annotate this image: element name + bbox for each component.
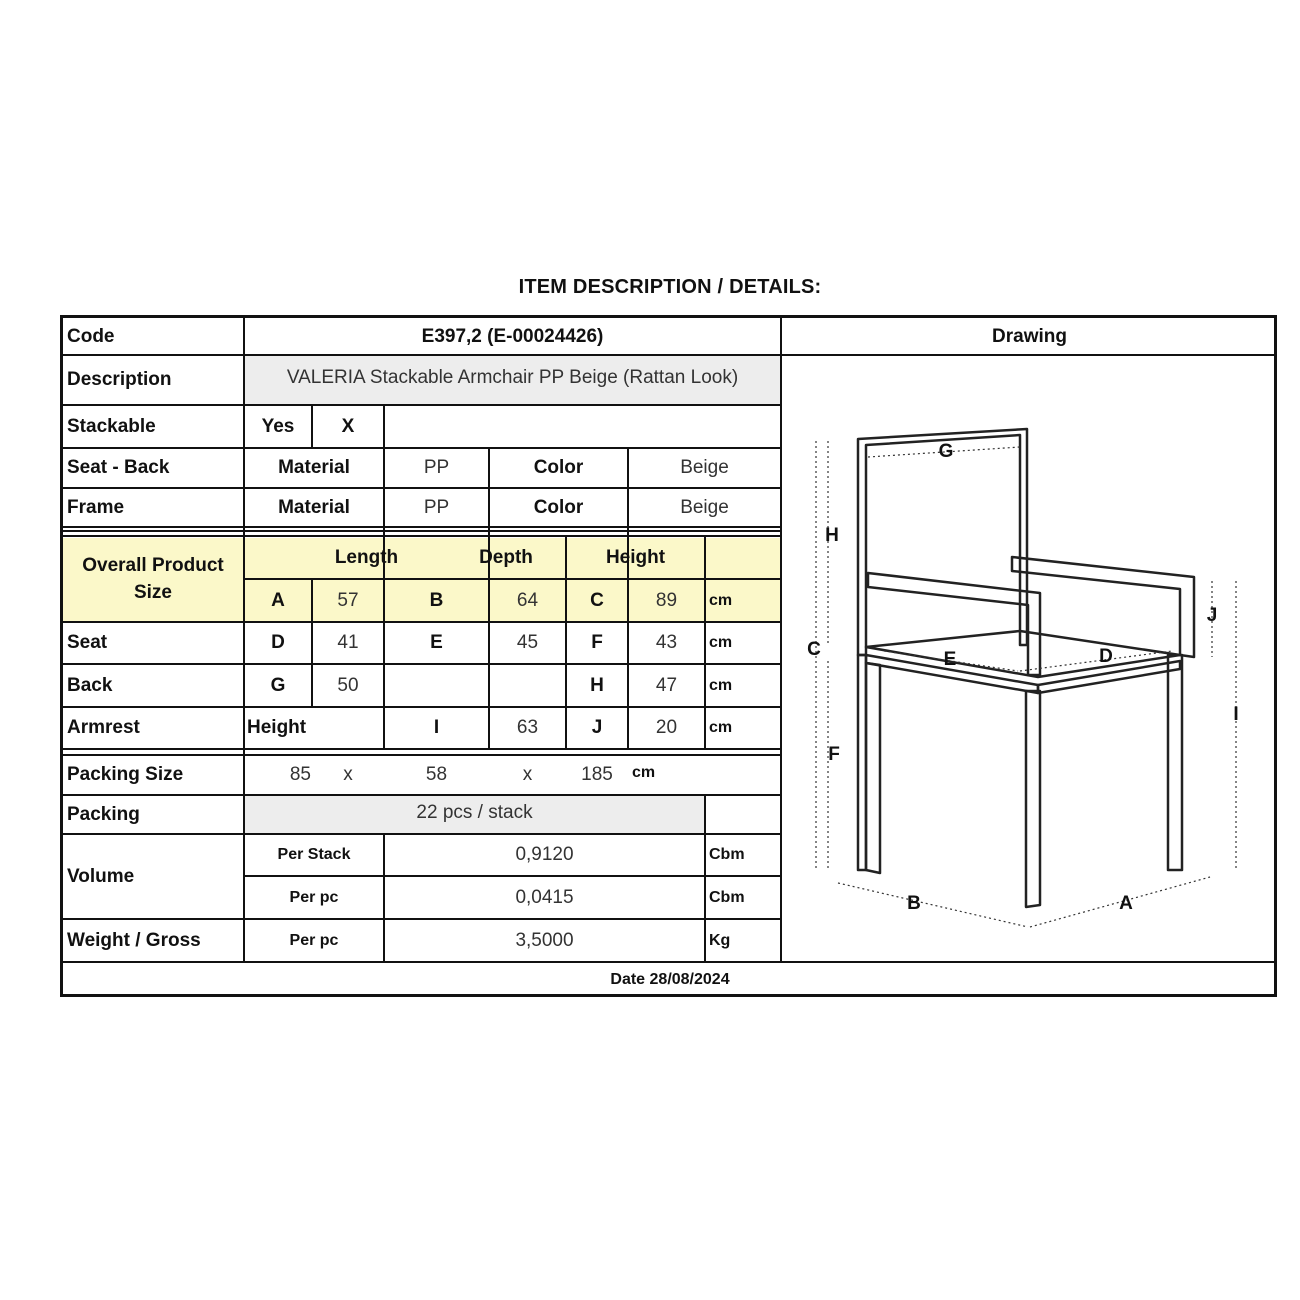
label-a: A (1119, 893, 1133, 914)
seat-back-color: Beige (680, 457, 729, 478)
dim-e-value: 45 (516, 632, 539, 653)
label-h: H (825, 525, 839, 546)
chair-drawing-svg (780, 355, 1277, 962)
volume-label: Volume (67, 865, 135, 887)
chair-drawing (780, 355, 1277, 962)
packing-label: Packing (67, 803, 140, 825)
packing-size-v3: 185 (581, 764, 613, 785)
packing-size-label: Packing Size (67, 764, 184, 785)
dim-h-value: 47 (655, 674, 678, 696)
drawing-header: Drawing (992, 325, 1067, 347)
armrest-height-label: Height (247, 717, 307, 738)
volume-per-stack-unit: Cbm (709, 846, 745, 863)
depth-header: Depth (479, 546, 533, 568)
dim-b-value: 64 (516, 589, 539, 611)
dim-b-letter: B (429, 589, 444, 611)
frame-material: PP (423, 497, 450, 518)
packing-size-v1: 85 (289, 764, 311, 785)
weight-value: 3,5000 (515, 929, 574, 951)
back-unit: cm (709, 676, 733, 694)
seat-back-material: PP (423, 457, 450, 478)
code-value: E397,2 (E-00024426) (421, 325, 604, 347)
dim-d-value: 41 (337, 632, 359, 653)
front-right-leg (1026, 691, 1040, 907)
date-footer: Date 28/08/2024 (610, 971, 730, 988)
dim-c-letter: C (590, 589, 604, 611)
page-title: ITEM DESCRIPTION / DETAILS: (518, 276, 822, 298)
dim-g-value: 50 (337, 674, 359, 696)
description-value: VALERIA Stackable Armchair PP Beige (Rattan Look) (286, 367, 739, 388)
rear-right-leg (1168, 655, 1182, 870)
front-left-leg (866, 663, 880, 873)
packing-size-v2: 58 (425, 764, 448, 785)
label-i: I (1233, 704, 1239, 725)
seat-back-label: Seat - Back (67, 457, 170, 478)
volume-per-stack-value: 0,9120 (515, 844, 574, 865)
packing-size-x1: x (343, 764, 353, 785)
dim-d-letter: D (271, 632, 285, 653)
label-j: J (1206, 605, 1218, 626)
frame-color-label: Color (533, 497, 584, 518)
dim-e-letter: E (430, 632, 443, 653)
seat-back-material-label: Material (278, 457, 350, 478)
height-header: Height (605, 546, 666, 568)
dim-h-letter: H (590, 674, 604, 696)
dim-j-value: 20 (655, 717, 678, 738)
volume-per-pc-value: 0,0415 (515, 886, 574, 908)
frame-color: Beige (680, 497, 729, 518)
packing-size-unit: cm (632, 764, 656, 781)
stackable-label: Stackable (67, 415, 156, 437)
seat-label: Seat (67, 632, 108, 653)
dim-j-letter: J (591, 717, 603, 738)
length-header: Length (334, 546, 399, 568)
seat-unit: cm (709, 634, 733, 651)
guide-b (838, 883, 1028, 927)
overall-size-label (63, 537, 243, 621)
chair-frame (858, 429, 1194, 907)
backrest (858, 429, 1027, 655)
stackable-yes: Yes (261, 415, 295, 437)
weight-unit: Kg (709, 931, 731, 949)
frame-label: Frame (67, 497, 125, 518)
dim-a-letter: A (271, 589, 285, 611)
label-b: B (907, 893, 921, 914)
dim-c-value: 89 (655, 589, 678, 611)
label-c: C (807, 639, 821, 660)
packing-size-x2: x (522, 764, 533, 785)
description-label: Description (67, 369, 172, 390)
back-label: Back (67, 674, 113, 696)
weight-per-pc-label: Per pc (289, 931, 339, 949)
overall-unit: cm (709, 591, 733, 609)
dim-g-letter: G (270, 674, 286, 696)
dim-f-value: 43 (655, 632, 678, 653)
stackable-mark: X (341, 415, 355, 437)
volume-per-pc-label: Per pc (289, 888, 339, 906)
armrest-label: Armrest (67, 717, 140, 738)
frame-material-label: Material (278, 497, 350, 518)
weight-label: Weight / Gross (67, 929, 201, 951)
volume-per-stack-label: Per Stack (277, 846, 351, 863)
dim-i-value: 63 (516, 717, 539, 738)
dim-f-letter: F (591, 632, 603, 653)
overall-size-label-line2: Size (133, 582, 173, 603)
packing-value: 22 pcs / stack (416, 801, 533, 823)
seat-back-color-label: Color (533, 457, 584, 478)
label-g: G (938, 441, 954, 462)
label-d: D (1099, 646, 1113, 667)
dim-a-value: 57 (337, 589, 359, 611)
dim-i-letter: I (433, 717, 440, 738)
volume-per-pc-unit: Cbm (709, 888, 745, 906)
overall-size-label-line1: Overall Product (82, 555, 224, 576)
label-e: E (943, 649, 957, 670)
armrest-unit: cm (709, 719, 733, 736)
code-label: Code (67, 325, 115, 347)
label-f: F (828, 744, 840, 765)
